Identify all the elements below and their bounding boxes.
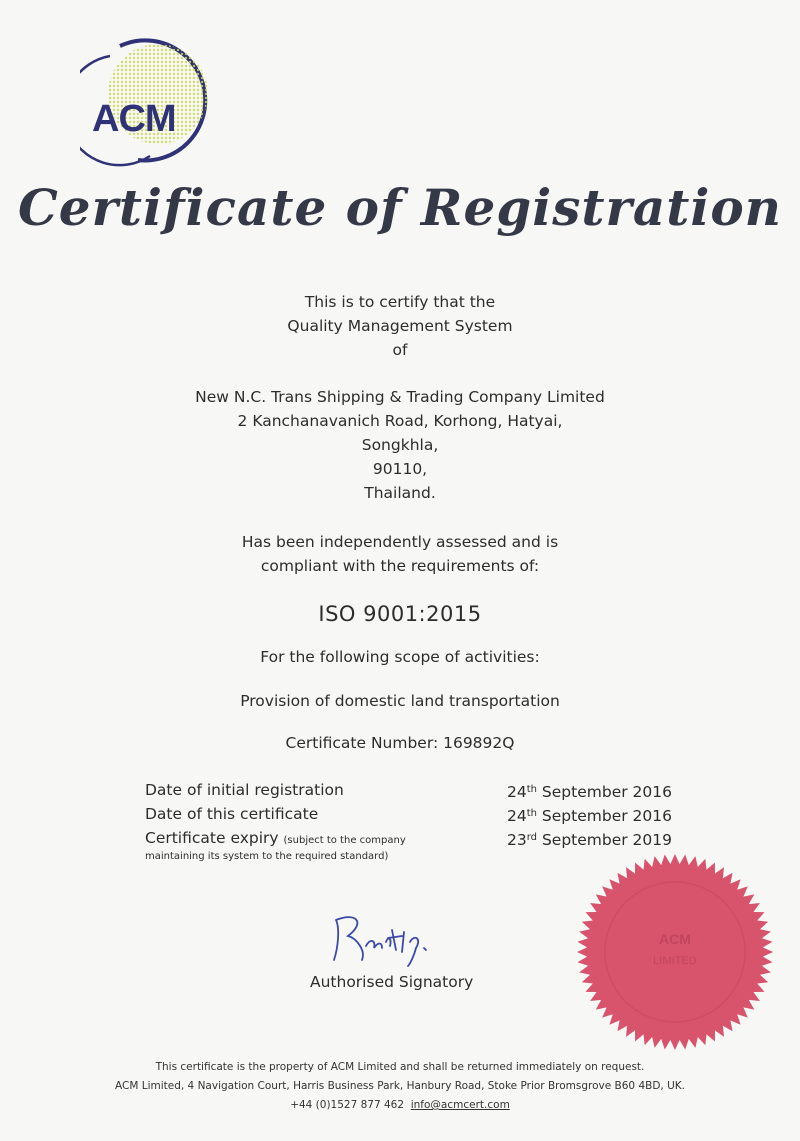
intro-line: of [392, 341, 408, 359]
footer-email-link[interactable]: info@acmcert.com [410, 1099, 510, 1111]
address-line: Thailand. [364, 484, 436, 502]
date-day: 24 [507, 783, 527, 801]
certificate-number: Certificate Number: 169892Q [285, 734, 515, 752]
date-month-year: September 2016 [537, 807, 672, 825]
date-row-this [145, 802, 685, 826]
footer-phone: +44 (0)1527 877 462 [290, 1099, 405, 1111]
date-day: 24 [507, 807, 527, 825]
date-value [507, 778, 672, 804]
intro-line: This is to certify that the [304, 293, 496, 311]
logo-wordmark: ACM [92, 98, 176, 140]
company-block [0, 385, 800, 505]
seal-text-bottom: LIMITED [653, 955, 697, 967]
assessment-line: Has been independently assessed and is [241, 533, 559, 551]
date-month-year: September 2019 [537, 831, 673, 849]
expiry-note: (subject to the company [283, 835, 406, 846]
date-value [507, 826, 672, 852]
seal-text-top: ACM [659, 931, 691, 947]
footer-line: This certificate is the property of ACM Limited and shall be returned immediately on request. [155, 1061, 645, 1073]
expiry-note: maintaining its system to the required standard) [145, 851, 389, 862]
scope-text: Provision of domestic land transportation [240, 692, 560, 710]
date-month-year: September 2016 [537, 783, 672, 801]
assessment-line: compliant with the requirements of: [260, 557, 540, 575]
dates-table [145, 778, 685, 862]
expiry-label: Certificate expiry [145, 829, 279, 847]
authorised-signatory-label: Authorised Signatory [310, 973, 474, 991]
date-row-initial [145, 778, 685, 802]
scope-heading: For the following scope of activities: [260, 648, 540, 666]
certificate-title: Certificate of Registration [17, 178, 783, 237]
date-label: Date of initial registration [145, 781, 344, 799]
footer [0, 1058, 800, 1115]
date-day: 23 [507, 831, 527, 849]
company-name: New N.C. Trans Shipping & Trading Company Limited [195, 388, 605, 406]
date-label-expiry [145, 826, 406, 853]
date-suffix: rd [526, 832, 538, 843]
assessment-block [0, 530, 800, 578]
address-line: 90110, [372, 460, 428, 478]
date-suffix: th [526, 808, 537, 819]
intro-line: Quality Management System [287, 317, 513, 335]
footer-contact [0, 1096, 800, 1115]
address-line: 2 Kanchanavanich Road, Korhong, Hatyai, [237, 412, 563, 430]
date-label: Date of this certificate [145, 805, 319, 823]
iso-standard: ISO 9001:2015 [318, 602, 482, 626]
red-embossed-seal [575, 852, 775, 1052]
address-line: Songkhla, [361, 436, 439, 454]
footer-address: ACM Limited, 4 Navigation Court, Harris Business Park, Hanbury Road, Stoke Prior Bromsgrove B60 4BD, UK. [115, 1080, 685, 1092]
intro-block [0, 290, 800, 362]
handwritten-signature [326, 908, 436, 968]
date-row-expiry [145, 826, 685, 862]
date-suffix: th [526, 784, 537, 795]
date-value [507, 802, 672, 828]
